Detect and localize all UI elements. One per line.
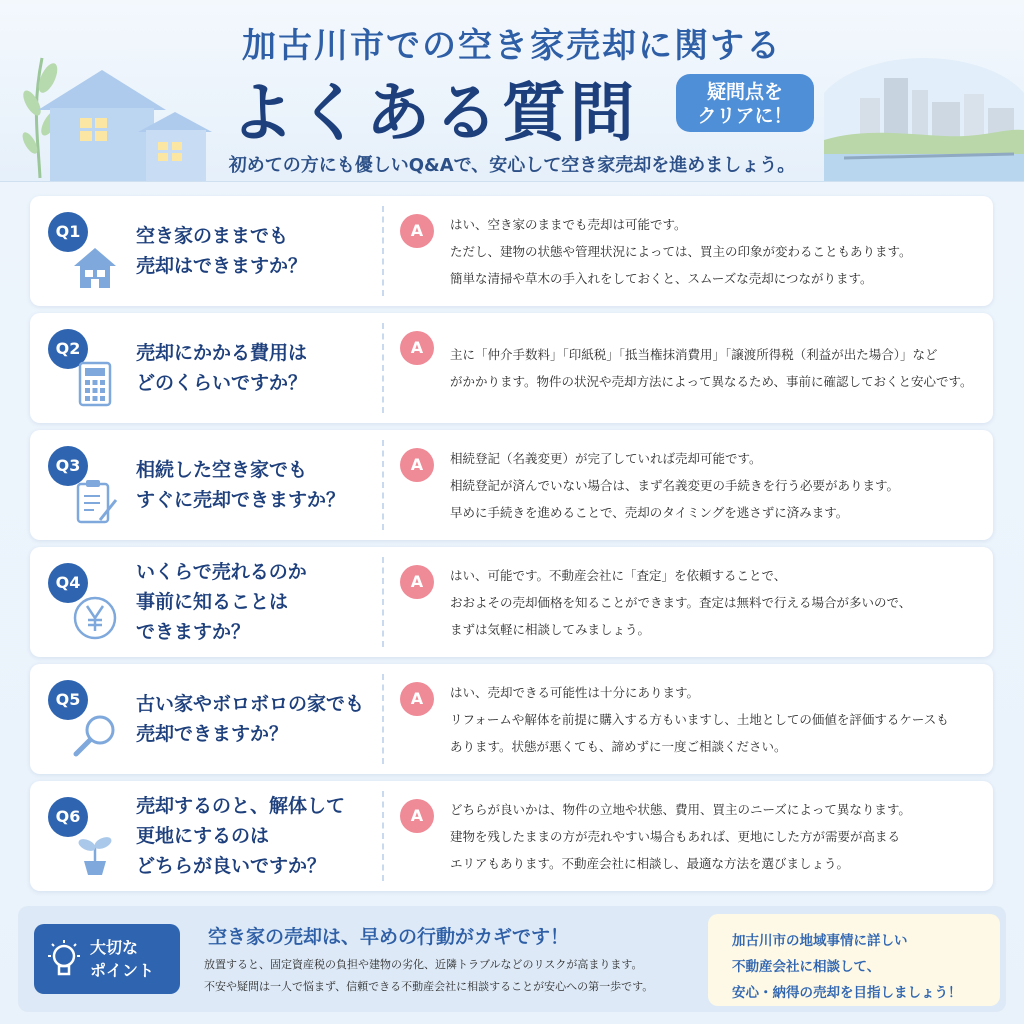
- question-line: 売却できますか？: [136, 723, 289, 745]
- answer-badge: A: [400, 331, 434, 365]
- answer-line: あります。状態が悪くても、諦めずに一度ご相談ください。: [450, 738, 787, 754]
- badge-line2: クリアに！: [697, 105, 793, 127]
- house-icon: [70, 242, 120, 292]
- calculator-icon: [70, 359, 120, 409]
- header: [0, 0, 1024, 182]
- answer-text: [450, 196, 990, 306]
- qa-card: [30, 781, 993, 891]
- question-line: いくらで売れるのか: [136, 561, 307, 583]
- question-badge: Q2: [48, 329, 88, 369]
- subtitle: 初めての方にも優しいQ&Aで、安心して空き家売却を進めましょう。: [228, 155, 796, 176]
- clipboard-icon: [70, 476, 120, 526]
- footer-note-line: 不動産会社に相談して、: [732, 959, 881, 975]
- footer-body-line: 放置すると、固定資産税の負担や建物の劣化、近隣トラブルなどのリスクが高まります。: [204, 958, 643, 971]
- question-line: 空き家のままでも: [136, 225, 289, 247]
- question-text: [136, 196, 376, 306]
- question-line: 売却するのと、解体して: [136, 795, 346, 817]
- answer-text: [450, 547, 990, 657]
- answer-line: はい、可能です。不動産会社に「査定」を依頼することで、: [450, 567, 787, 583]
- answer-text: [450, 781, 990, 891]
- title-line1: 加古川市での空き家売却に関する: [242, 26, 782, 66]
- question-text: [136, 781, 376, 891]
- question-text: [136, 430, 376, 540]
- answer-line: はい、空き家のままでも売却は可能です。: [450, 216, 687, 232]
- answer-text: [450, 430, 990, 540]
- answer-badge: A: [400, 565, 434, 599]
- answer-line: まずは気軽に相談してみましょう。: [450, 621, 651, 637]
- answer-badge: A: [400, 799, 434, 833]
- answer-badge: A: [400, 682, 434, 716]
- question-line: 古い家やボロボロの家でも: [136, 693, 365, 715]
- qa-card: [30, 430, 993, 540]
- sprout-icon: [70, 827, 120, 877]
- footer-body: [204, 954, 653, 998]
- answer-line: どちらが良いかは、物件の立地や状態、費用、買主のニーズによって異なります。: [450, 801, 911, 817]
- question-line: 相続した空き家でも: [136, 459, 308, 481]
- point-label: [90, 936, 154, 982]
- answer-line: はい、売却できる可能性は十分にあります。: [450, 684, 700, 700]
- clear-badge: [676, 74, 814, 132]
- answer-line: 主に「仲介手数料」「印紙税」「抵当権抹消費用」「譲渡所得税（利益が出た場合）」など: [450, 347, 938, 362]
- question-badge: Q5: [48, 680, 88, 720]
- question-text: [136, 547, 376, 657]
- point-label-line2: ポイント: [90, 961, 155, 980]
- answer-badge: A: [400, 214, 434, 248]
- divider: [382, 440, 384, 530]
- divider: [382, 557, 384, 647]
- footer-note-line: 加古川市の地域事情に詳しい: [732, 933, 908, 949]
- question-line: 売却にかかる費用は: [136, 342, 308, 364]
- divider: [382, 323, 384, 413]
- yen-icon: [70, 593, 120, 643]
- point-label-line1: 大切な: [90, 938, 139, 957]
- answer-line: 建物を残したままの方が売れやすい場合もあれば、更地にした方が需要が高まる: [450, 828, 901, 844]
- answer-line: 簡単な清掃や草木の手入れをしておくと、スムーズな売却につながります。: [450, 270, 873, 286]
- answer-line: がかかります。物件の状況や売却方法によって異なるため、事前に確認しておくと安心です。: [450, 374, 973, 389]
- answer-line: エリアもあります。不動産会社に相談し、最適な方法を選びましょう。: [450, 855, 850, 871]
- footer-heading: 空き家の売却は、早めの行動がカギです！: [208, 926, 570, 948]
- question-badge: Q6: [48, 797, 88, 837]
- qa-card: [30, 313, 993, 423]
- question-line: すぐに売却できますか？: [136, 489, 346, 511]
- question-line: 売却はできますか？: [136, 255, 308, 277]
- question-badge: Q3: [48, 446, 88, 486]
- question-text: [136, 664, 376, 774]
- answer-badge: A: [400, 448, 434, 482]
- badge-line1: 疑問点を: [706, 81, 783, 103]
- footer-body-line: 不安や疑問は一人で悩まず、信頼できる不動産会社に相談することが安心への第一歩です。: [204, 980, 654, 993]
- answer-line: 相続登記が済んでいない場合は、まず名義変更の手続きを行う必要があります。: [450, 477, 900, 493]
- lightbulb-icon: [44, 938, 84, 982]
- answer-text: [450, 664, 990, 774]
- question-line: どのくらいですか？: [136, 372, 308, 394]
- qa-card: [30, 196, 993, 306]
- question-badge: Q4: [48, 563, 88, 603]
- divider: [382, 206, 384, 296]
- divider: [382, 674, 384, 764]
- question-text: [136, 313, 376, 423]
- question-line: 更地にするのは: [136, 825, 270, 847]
- answer-line: おおよその売却価格を知ることができます。査定は無料で行える場合が多いので、: [450, 594, 912, 610]
- answer-line: 相続登記（名義変更）が完了していれば売却可能です。: [450, 450, 762, 466]
- page-title: よくある質問: [230, 77, 638, 151]
- footer-section: [18, 906, 1006, 1012]
- question-line: できますか？: [136, 621, 251, 643]
- question-badge: Q1: [48, 212, 88, 252]
- answer-line: リフォームや解体を前提に購入する方もいますし、土地としての価値を評価するケースも: [450, 711, 949, 727]
- answer-line: 早めに手続きを進めることで、売却のタイミングを逃さずに済みます。: [450, 504, 849, 520]
- answer-line: ただし、建物の状態や管理状況によっては、買主の印象が変わることもあります。: [450, 243, 912, 259]
- qa-card: [30, 664, 993, 774]
- question-line: 事前に知ることは: [136, 591, 289, 613]
- footer-note-line: 安心・納得の売却を目指しましょう！: [732, 985, 962, 1001]
- divider: [382, 791, 384, 881]
- magnifier-icon: [70, 710, 120, 760]
- footer-note-box: [708, 914, 1000, 1006]
- question-line: どちらが良いですか？: [136, 855, 327, 877]
- important-point-box: [34, 924, 180, 994]
- answer-text: [450, 313, 990, 423]
- qa-card: [30, 547, 993, 657]
